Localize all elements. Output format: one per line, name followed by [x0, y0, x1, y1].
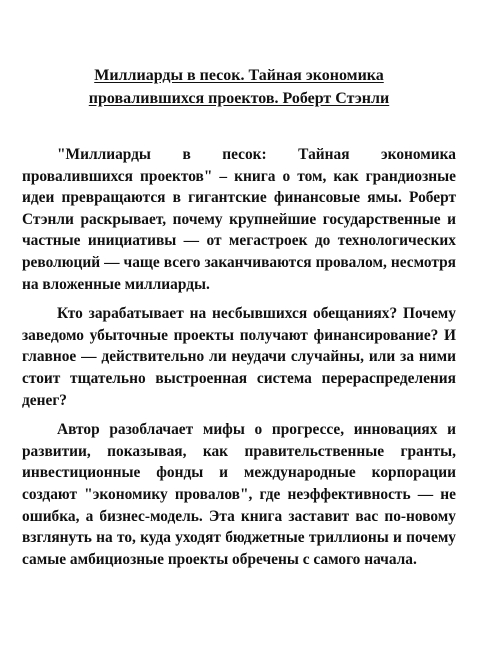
- paragraph-questions: Кто зарабатывает на несбывшихся обещаниях? Почему заведомо убыточные проекты получают финансирование? И главное — действительно ли неудачи случайны, или за ними стоит тщательно выстроенная система перераспределения денег?: [22, 305, 456, 409]
- document-title: [22, 64, 456, 110]
- title-line-2: провалившихся проектов. Роберт Стэнли: [88, 90, 390, 107]
- paragraph-author: Автор разоблачает мифы о прогрессе, инновациях и развитии, показывая, как правительственные гранты, инвестиционные фонды и международные корпорации создают "экономику провалов", где неэффективность — не ошибка, а бизнес-модель. Эта книга заставит вас по-новому взглянуть на то, куда уходят бюджетные триллионы и почему самые амбициозные проекты обречены с самого начала.: [22, 421, 456, 568]
- paragraph-intro: "Миллиарды в песок: Тайная экономика провалившихся проектов" – книга о том, как грандиозные идеи превращаются в гигантские финансовые ямы. Роберт Стэнли раскрывает, почему крупнейшие государственные и частные инициативы — от мегастроек до технологических революций — чаще всего заканчиваются провалом, несмотря на вложенные миллиарды.: [22, 146, 456, 293]
- title-line-1: Миллиарды в песок. Тайная экономика: [94, 67, 384, 84]
